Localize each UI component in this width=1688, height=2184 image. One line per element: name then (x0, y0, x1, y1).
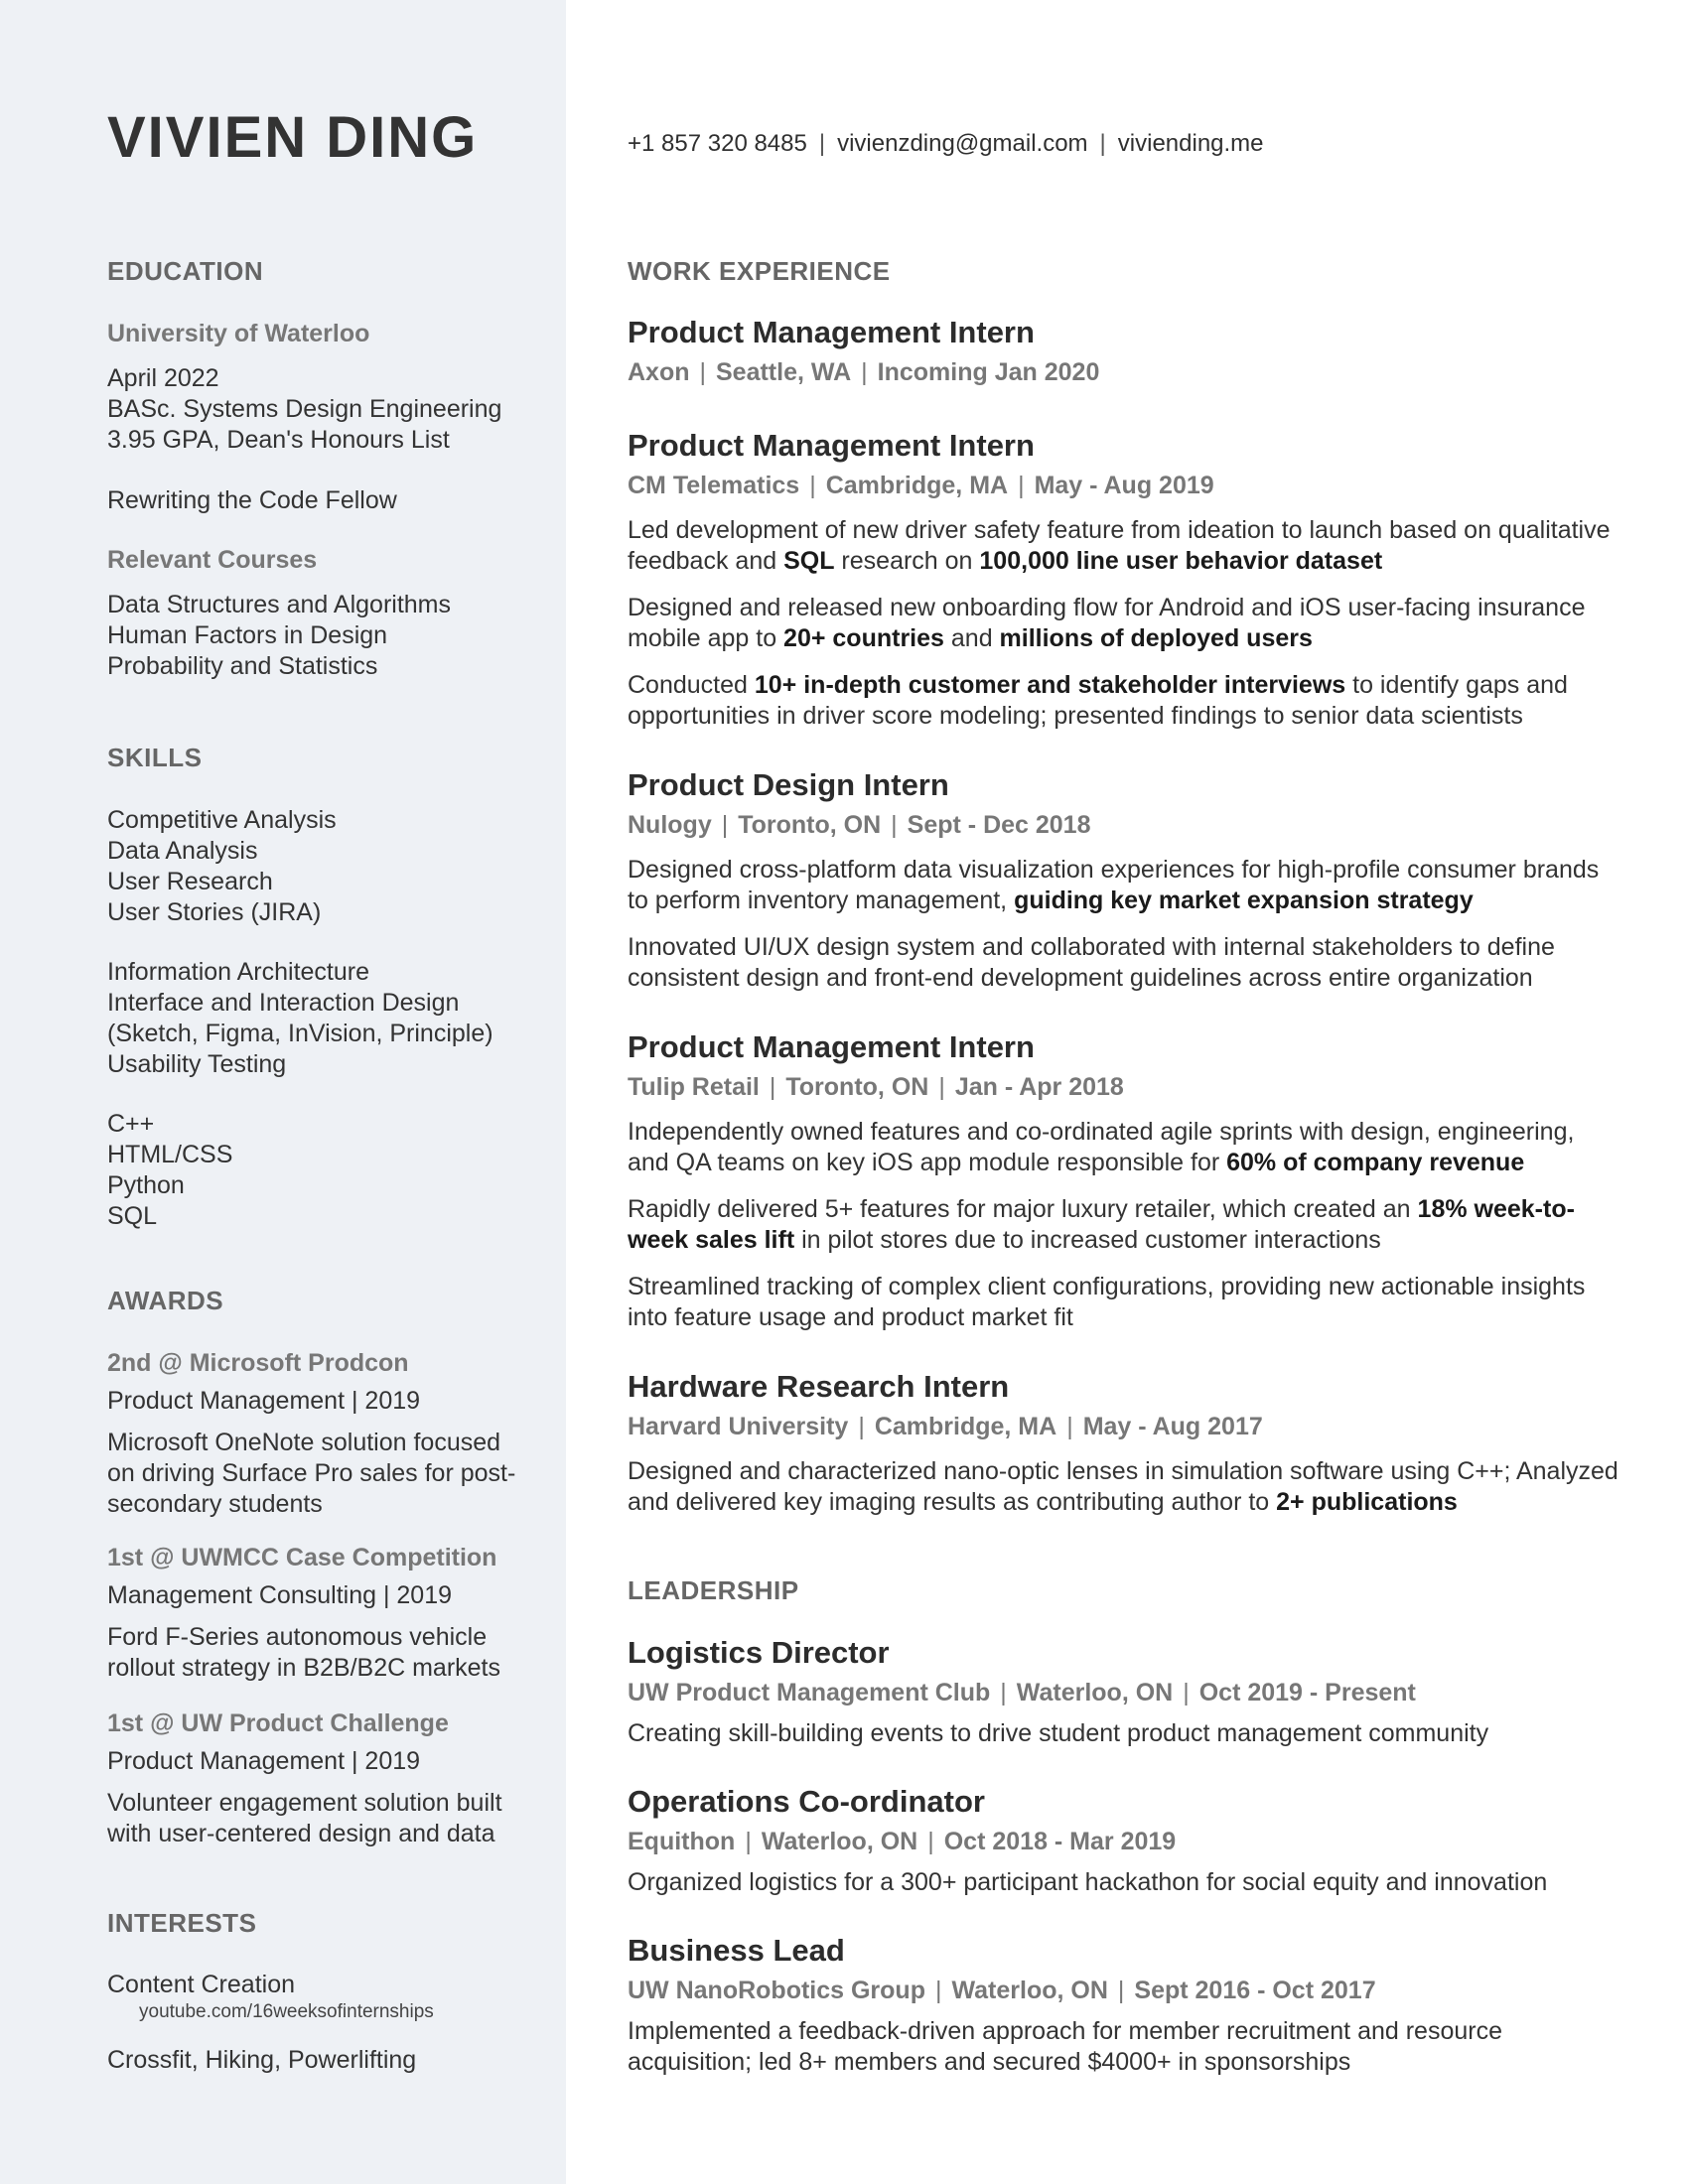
course-item: Human Factors in Design (107, 621, 388, 649)
job-dates: Sept - Dec 2018 (907, 811, 1091, 839)
job-title: Product Management Intern (628, 1029, 1035, 1064)
separator: | (1000, 1679, 1007, 1706)
award-category: Management Consulting | 2019 (107, 1581, 452, 1609)
separator: | (1066, 1413, 1073, 1440)
highlight-text: 60% of company revenue (1226, 1149, 1525, 1176)
interest-sports (107, 2045, 416, 2076)
school-name: University of Waterloo (107, 320, 370, 347)
role-dates: Sept 2016 - Oct 2017 (1134, 1977, 1376, 2004)
role-description: Implemented a feedback-driven approach for member recruitment and resource acquisition; led 8+ members and secured $4000+ in sponsorships (628, 2017, 1502, 2076)
separator: | (1117, 1977, 1125, 2004)
job-bullet: Independently owned features and co-ordinated agile sprints with design, engineering, and QA teams on key iOS app module responsible for 60% of company revenue (628, 1118, 1575, 1176)
skills-group-technical (107, 1109, 232, 1232)
separator: | (769, 1073, 776, 1101)
award-meta (107, 1746, 420, 1777)
separator: | (745, 1828, 752, 1855)
job-bullet: Innovated UI/UX design system and collaborated with internal stakeholders to define consistent design and front-end development guidelines across entire organization (628, 933, 1555, 992)
job-location: Cambridge, MA (874, 1413, 1057, 1440)
award-desc-line: rollout strategy in B2B/B2C markets (107, 1654, 500, 1682)
job-location: Seattle, WA (716, 358, 852, 386)
separator: | (1183, 1679, 1190, 1706)
job-title: Hardware Research Intern (628, 1369, 1010, 1404)
job-title: Product Design Intern (628, 767, 949, 802)
skill-item: (Sketch, Figma, InVision, Principle) (107, 1020, 493, 1047)
award-description (107, 1428, 515, 1520)
highlight-text: 20+ countries (783, 624, 944, 652)
job-meta (628, 1413, 1263, 1441)
role-dates: Oct 2019 - Present (1198, 1679, 1416, 1706)
role-title: Operations Co-ordinator (628, 1784, 985, 1819)
job-title: Product Management Intern (628, 428, 1035, 463)
skill-item: User Stories (JIRA) (107, 898, 322, 926)
website-link[interactable]: viviending.me (1117, 130, 1264, 157)
separator: | (891, 811, 898, 839)
job-dates: Incoming Jan 2020 (877, 358, 1100, 386)
skill-item: User Research (107, 868, 273, 895)
job-company: Axon (628, 358, 690, 386)
phone-number: +1 857 320 8485 (628, 130, 807, 157)
degree-program: BASc. Systems Design Engineering (107, 395, 502, 423)
role-org: UW NanoRobotics Group (628, 1977, 925, 2004)
job-meta (628, 358, 1099, 387)
fellowship (107, 485, 397, 516)
course-item: Data Structures and Algorithms (107, 591, 451, 618)
skills-group-product (107, 805, 337, 928)
role-title: Business Lead (628, 1933, 845, 1968)
award-description (107, 1788, 502, 1849)
role-description: Organized logistics for a 300+ participant hackathon for social equity and innovation (628, 1868, 1548, 1896)
leadership-heading: LEADERSHIP (628, 1575, 799, 1605)
job-meta (628, 1073, 1124, 1102)
role-location: Waterloo, ON (761, 1828, 918, 1855)
job-location: Toronto, ON (785, 1073, 929, 1101)
separator: | (1099, 130, 1106, 157)
job-bullet: Designed cross-platform data visualization experiences for high-profile consumer brands to perform inventory management, guiding key market expansion strategy (628, 856, 1600, 914)
awards-heading: AWARDS (107, 1286, 224, 1315)
role-meta (628, 1977, 1376, 2005)
job-bullet: Designed and released new onboarding flow for Android and iOS user-facing insurance mobile app to 20+ countries and millions of deployed users (628, 594, 1586, 652)
job-company: Harvard University (628, 1413, 849, 1440)
separator: | (809, 472, 816, 499)
job-location: Toronto, ON (738, 811, 882, 839)
highlight-text: 10+ in-depth customer and stakeholder interviews (754, 671, 1346, 699)
award-desc-line: secondary students (107, 1490, 323, 1518)
award-meta (107, 1580, 452, 1611)
role-title: Logistics Director (628, 1635, 890, 1670)
separator: | (934, 1977, 942, 2004)
job-bullet: Designed and characterized nano-optic lenses in simulation software using C++; Analyzed and delivered key imaging results as contributing author to 2+ publications (628, 1457, 1618, 1516)
award-desc-line: on driving Surface Pro sales for post- (107, 1459, 516, 1487)
email-link[interactable]: vivienzding@gmail.com (837, 130, 1088, 157)
candidate-name: VIVIEN DING (107, 105, 479, 170)
highlight-text: 2+ publications (1276, 1488, 1458, 1516)
separator: | (927, 1828, 934, 1855)
award-desc-line: with user-centered design and data (107, 1820, 495, 1847)
job-company: CM Telematics (628, 472, 800, 499)
skill-item: HTML/CSS (107, 1141, 233, 1168)
highlight-text: SQL (783, 547, 835, 575)
interests-heading: INTERESTS (107, 1908, 257, 1938)
highlight-text: guiding key market expansion strategy (1014, 887, 1474, 914)
highlight-text: 18% week-to-week sales lift (628, 1195, 1575, 1254)
highlight-text: millions of deployed users (999, 624, 1313, 652)
work-experience-heading: WORK EXPERIENCE (628, 256, 891, 286)
job-meta (628, 811, 1091, 840)
skill-item: Python (107, 1171, 185, 1199)
job-bullet: Streamlined tracking of complex client configurations, providing new actionable insights into feature usage and product market fit (628, 1273, 1586, 1331)
degree-details (107, 363, 501, 456)
fellowship-text: Rewriting the Code Fellow (107, 486, 397, 514)
award-desc-line: Ford F-Series autonomous vehicle (107, 1623, 488, 1651)
education-heading: EDUCATION (107, 256, 264, 286)
award-title: 1st @ UW Product Challenge (107, 1709, 449, 1737)
award-meta (107, 1386, 420, 1417)
job-dates: May - Aug 2019 (1034, 472, 1214, 499)
skill-item: Interface and Interaction Design (107, 989, 460, 1017)
job-dates: May - Aug 2017 (1082, 1413, 1263, 1440)
graduation-date: April 2022 (107, 364, 219, 392)
role-location: Waterloo, ON (1016, 1679, 1174, 1706)
job-meta (628, 472, 1214, 500)
role-meta (628, 1679, 1416, 1707)
separator: | (858, 1413, 865, 1440)
skill-item: SQL (107, 1202, 158, 1230)
role-org: Equithon (628, 1828, 736, 1855)
highlight-text: 100,000 line user behavior dataset (979, 547, 1383, 575)
award-desc-line: Microsoft OneNote solution focused (107, 1429, 501, 1456)
job-title: Product Management Intern (628, 315, 1035, 349)
interest-item: Crossfit, Hiking, Powerlifting (107, 2046, 417, 2074)
job-bullet: Rapidly delivered 5+ features for major luxury retailer, which created an 18% week-to-week sales lift in pilot stores due to increased customer interactions (628, 1195, 1575, 1254)
award-description (107, 1622, 500, 1684)
separator: | (699, 358, 706, 386)
award-title: 1st @ UWMCC Case Competition (107, 1544, 497, 1571)
skill-item: Data Analysis (107, 837, 258, 865)
separator: | (818, 130, 826, 157)
job-company: Nulogy (628, 811, 712, 839)
job-company: Tulip Retail (628, 1073, 760, 1101)
role-org: UW Product Management Club (628, 1679, 991, 1706)
separator: | (861, 358, 868, 386)
award-category: Product Management | 2019 (107, 1747, 421, 1775)
skill-item: C++ (107, 1110, 155, 1138)
course-item: Probability and Statistics (107, 652, 378, 680)
interest-item: Content Creation (107, 1971, 296, 1998)
course-list (107, 590, 451, 682)
job-bullet: Conducted 10+ in-depth customer and stakeholder interviews to identify gaps and opportunities in driver score modeling; presented findings to senior data scientists (628, 671, 1568, 730)
award-desc-line: Volunteer engagement solution built (107, 1789, 502, 1817)
job-bullet: Led development of new driver safety feature from ideation to launch based on qualitative feedback and SQL research on 100,000 line user behavior dataset (628, 516, 1611, 575)
skill-item: Information Architecture (107, 958, 370, 986)
separator: | (1018, 472, 1025, 499)
skills-heading: SKILLS (107, 743, 203, 772)
role-meta (628, 1828, 1176, 1856)
role-dates: Oct 2018 - Mar 2019 (943, 1828, 1177, 1855)
interest-content-creation (107, 1970, 434, 2024)
award-category: Product Management | 2019 (107, 1387, 421, 1415)
youtube-link[interactable]: youtube.com/16weeksofinternships (139, 2001, 434, 2022)
role-description: Creating skill-building events to drive student product management community (628, 1719, 1489, 1747)
award-title: 2nd @ Microsoft Prodcon (107, 1349, 409, 1377)
gpa-line: 3.95 GPA, Dean's Honours List (107, 426, 450, 454)
separator: | (938, 1073, 945, 1101)
contact-line (628, 130, 1264, 158)
skill-item: Usability Testing (107, 1050, 287, 1078)
separator: | (721, 811, 729, 839)
role-location: Waterloo, ON (951, 1977, 1108, 2004)
skills-group-design (107, 957, 493, 1080)
job-dates: Jan - Apr 2018 (954, 1073, 1124, 1101)
courses-heading: Relevant Courses (107, 546, 318, 574)
job-location: Cambridge, MA (825, 472, 1009, 499)
skill-item: Competitive Analysis (107, 806, 337, 834)
